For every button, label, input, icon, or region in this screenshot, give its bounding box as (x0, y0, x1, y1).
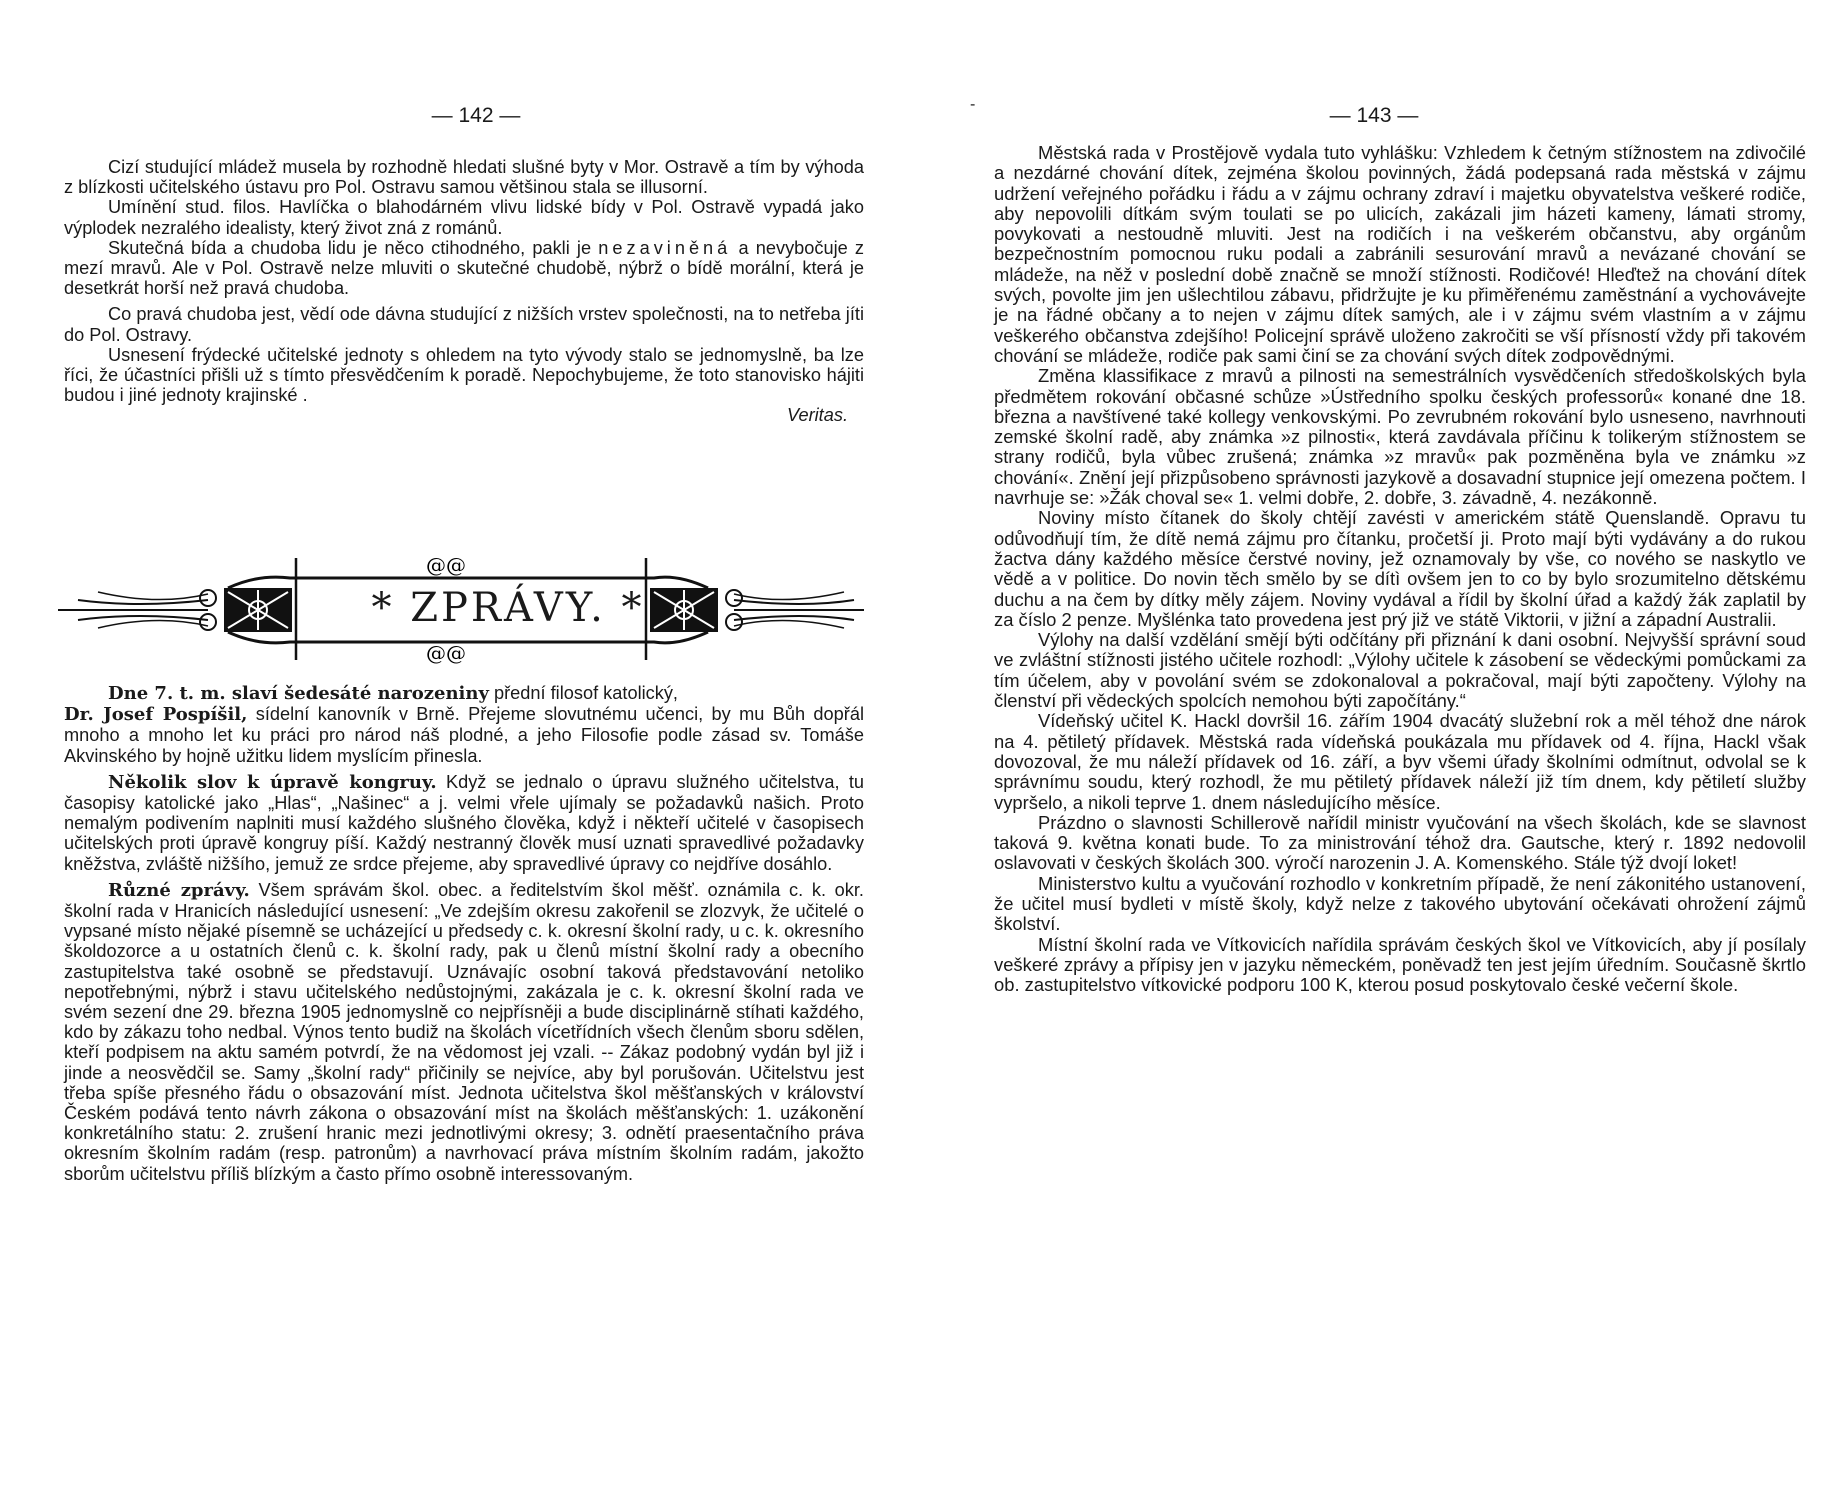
news-item (64, 880, 864, 1184)
paragraph: Prázdno o slavnosti Schillerově nařídil ministr vyučování na všech školách, kde se slavnost taková 9. května konati bude. To za ministrování téhož dra. Gautsche, který r. 1892 nedovolil oslavovati v českých školách 300. výročí narozenin J. A. Komenského. Stále týž dvojí loket! (994, 811, 1806, 874)
paragraph: Usnesení frýdecké učitelské jednoty s ohledem na tyto vývody stalo se jednomyslně, ba lze říci, že účastníci přišli už s tímto přesvědčením k poradě. Nepochybujeme, že toto stanovisko hájiti budou i jiné jednoty krajinské . (64, 344, 864, 406)
paragraph (64, 238, 864, 299)
article-veritas (64, 157, 864, 426)
paragraph: Místní školní rada ve Vítkovicích nařídila správám českých škol ve Vítkovicích, aby jí posílaly veškeré zprávy a přípisy jen v jazyku německém, poněvadž ten jest jejím úředním. Současně škrtlo ob. zastupitelstvo vítkovické podporu 100 K, kterou posud poskytovalo české večerní škole. (994, 933, 1806, 996)
news-text: Když se jednalo o úpravu služného učitelstva, tu časopisy katolické jako „Hlas“, „Našinec“ a j. velmi vřele ujímaly se požadavků našich. Proto nemalým podivením naplniti musí každého slušného člověka, když i někteří učitelé v časopisech učitelských proti úpravě kongruy píší. Každý nestranný člověk musí uznati spravedlivé požadavky kněžstva, zvláště nižšího, jemuž ze srdce přejeme, aby spravedlivé úpravy co nejdříve dosáhlo. (64, 771, 864, 874)
page-143 (922, 0, 1844, 1500)
paragraph: Městská rada v Prostějově vydala tuto vyhlášku: Vzhledem k četným stížnostem na zdivočilé a nezdárné chování dítek, zejména školou povinných, žádá podepsaná rada městská v zájmu udržení veřejného pořádku i řádu a v zájmu ochrany zdraví i majetku obyvatelstva veškeré rodiče, aby nepovolili dítkám svým toulati se po ulicích, zakázali jim házeti kameny, lámati stromy, povykovati a nestoudně mluviti. Jest na rodičích i na veškerém občanstvu, aby orgánům bezpečnostním pomocnou ruku podali a zabránili sesurování mravů a nevázané chování se mládeže, na něž v poslední době značně se množí stížnosti. Rodičové! Hleďtež na chování dítek svých, povolte jim jen ušlechtilou zábavu, přidržujte je ku přiměřenému zaměstnání a vychovávejte je na řádné občany a to nejen v zájmu dítek samých, ale i v zájmu svém vlastním a v zájmu veškerého občanstva zdejšího! Policejní správě uloženo zakročiti se vší přísností vždy při takovém chování se mládeže, rodiče pak sami činí se za chování svých dítek zodpovědnými. (994, 142, 1806, 366)
spaced-emphasis: nezaviněná (598, 237, 732, 258)
paragraph: Cizí studující mládež musela by rozhodně hledati slušné byty v Mor. Ostravě a tím by výhoda z blízkosti učitelského ústavu pro Pol. Ostravu samou většinou stala se illusorní. (64, 157, 864, 198)
paragraph: Vídeňský učitel K. Hackl dovršil 16. zářím 1904 dvacátý služební rok a měl téhož dne nárok na 4. pětiletý přídavek. Městská rada vídeňská poukázala mu přídavek od 4. října, Hackl však dovozoval, že mu náleží přídavek od 16. září, a byv všemi úřady školními odmítnut, odvolal se k správnímu soudu, který rozhodl, že mu pětiletý přídavek náleží již tím dnem, kdy pětiletí služby vypršelo, a nikoli teprve 1. dnem následujícího měsíce. (994, 710, 1806, 813)
news-column (64, 683, 864, 1184)
section-title: * ZPRÁVY. * (371, 585, 645, 631)
news-lead: Dr. Josef Pospíšil, (64, 704, 248, 726)
news-lead: Dne 7. t. m. slaví šedesáté narozeniny (108, 683, 489, 704)
paragraph: Ministerstvo kultu a vyučování rozhodlo v konkretním případě, že není zákonitého ustanovení, že učitel musí bydleti v místě školy, když nelze z takového ubytování očekávati ohrožení zájmů školství. (994, 872, 1806, 935)
news-item (64, 772, 864, 874)
paragraph: Umínění stud. filos. Havlíčka o blahodárném vlivu lidské bídy v Pol. Ostravě vypadá jako výplodek nezralého idealisty, který život zná z románů. (64, 197, 864, 238)
news-item (64, 683, 864, 766)
svg-text:@@: @@ (426, 641, 466, 665)
news-lead: Různé zprávy. (108, 879, 250, 901)
page-number-right: — 143 — (1329, 104, 1419, 127)
paragraph: Změna klassifikace z mravů a pilnosti na semestrálních vysvědčeních středoškolských byla předmětem rokování občasné schůze »Ústředního spolku českých professorů« konané dne 18. března a navštívené také kollegy venkovskými. Po zevrubném rokování bylo usneseno, navrhnouti zemské školní radě, aby známka »z pilnosti«, která zavdávala příčinu k tolikerým stížnostem se strany rodičů, byla vůbec zrušená; známka »z mravů« pak pozměněna byla ve známku »z chování«. Znění její přizpůsobeno správnosti jazykově a dosavadní stupnice její omezena počtem. I navrhuje se: »Žák choval se« 1. velmi dobře, 2. dobře, 3. závadně, 4. nezákonně. (994, 365, 1806, 509)
news-text: Všem správám škol. obec. a ředitelstvím škol měšť. oznámila c. k. okr. školní rada v Hranicích následující usnesení: „Ve zdejším okresu zakořenil se zlozvyk, že učitelé o vypsané místo nějaké písemně se ucházející u předsedy c. k. okresní školní rady, u c. k. okresního školdozorce a u ostatních členů c. k. školní rady, pak u členů místní školní rady a obecního zastupitelstva také osobně se představují. Uznávajíc osobní taková představování netoliko nepotřebnými, nýbrž i stavu učitelského nedůstojnými, zakázala je c. k. okresní školní rada ve svém sezení dne 29. března 1905 jednomyslně co nejpřísněji a bude disciplinárně stíhati každého, kdo by zákazu toho nedbal. Výnos tento budiž na školách vícetřídních všech členům sboru sdělen, kteří podpisem na aktu samém potvrdí, že na vědomost jej vzali. -- Zákaz podobný vydán byl již i jinde a neosvědčil se. Samy „školní rady“ přičinily se nejvíce, aby byl porušován. Učitelstvu jest třeba spíše přesného řádu o obsazování míst. Jednota učitelstva škol měšťanských v království Českém podává tento návrh zákona o obsazování míst na školách měšťanských: 1. uzákonění konkretálního statu: 2. zrušení hranic mezi jednotlivými okresy; 3. odnětí praesentačního práva okresním školním radám (resp. patronům) a navrhovací práva místním školním radám, jakožto sborům učitelstvu příliš blízkým a často přímo osobně interessovaným. (64, 879, 864, 1184)
text-run: Skutečná bída a chudoba lidu je něco ctihodného, pakli je (108, 237, 592, 258)
news-column-right (994, 143, 1806, 995)
paragraph: Výlohy na další vzdělání smějí býti odčítány při přiznání k dani osobní. Nejvyšší správní soud ve zvláštní stížnosti jistého učitele rozhodl: „Výlohy učitele k zásobení se vědeckými pomůckami za tím účelem, aby v povolání svém se zdokonaloval a pokračoval, mají býti započteny. Výlohy na členství při vědeckých spolcích nemohou býti započítány.“ (994, 629, 1806, 712)
news-lead: Několik slov k úpravě kongruy. (108, 771, 437, 793)
news-text: sídelní kanovník v Brně. Přejeme slovutnému učenci, by mu Bůh dopřál mnoho a mnoho let ku práci pro národ náš plodné, a jeho Filosofie podle zásad sv. Tomáše Akvinského by hojně užitku lidem myslícím přinesla. (64, 704, 864, 766)
stray-mark: - (970, 96, 976, 113)
svg-text:@@: @@ (426, 553, 466, 577)
paragraph: Noviny místo čítanek do školy chtějí zavésti v americkém státě Quenslandě. Opravu tu odůvodňují tím, že dítě nemá zájmu pro čítanku, pročetší ji. Proto mají býti vydávány a do rukou žactva dány každého měsíce čerstvé noviny, jež oznamovaly by vše, co nového se naskytlo ve vědě a v politice. Do novin těch smělo by se dítì ovšem jen to co by bylo srozumitelno dětskému duchu a na čem by dítky měly zájem. Noviny vydával a řídil by školní úřad a každý žák zaplatil by za číslo 2 penze. Myšlénka tato provedena jest prý již ve státě Viktorii, v jižní a západní Australii. (994, 507, 1806, 630)
text-run: a nevybočuje z mezí mravů. Ale v Pol. Ostravě nelze mluviti o skutečné chudobě, nýbrž o bídě morální, která je desetkrát horší než pravá chudoba. (64, 237, 865, 299)
page-number-left: — 142 — (431, 104, 521, 127)
news-text: přední filosof katolický, (494, 683, 678, 703)
signature: Veritas. (787, 405, 848, 426)
paragraph: Co pravá chudoba jest, vědí ode dávna studující z nižších vrstev společnosti, na to netřeba jíti do Pol. Ostravy. (64, 304, 864, 345)
zpravy-banner (58, 548, 864, 668)
